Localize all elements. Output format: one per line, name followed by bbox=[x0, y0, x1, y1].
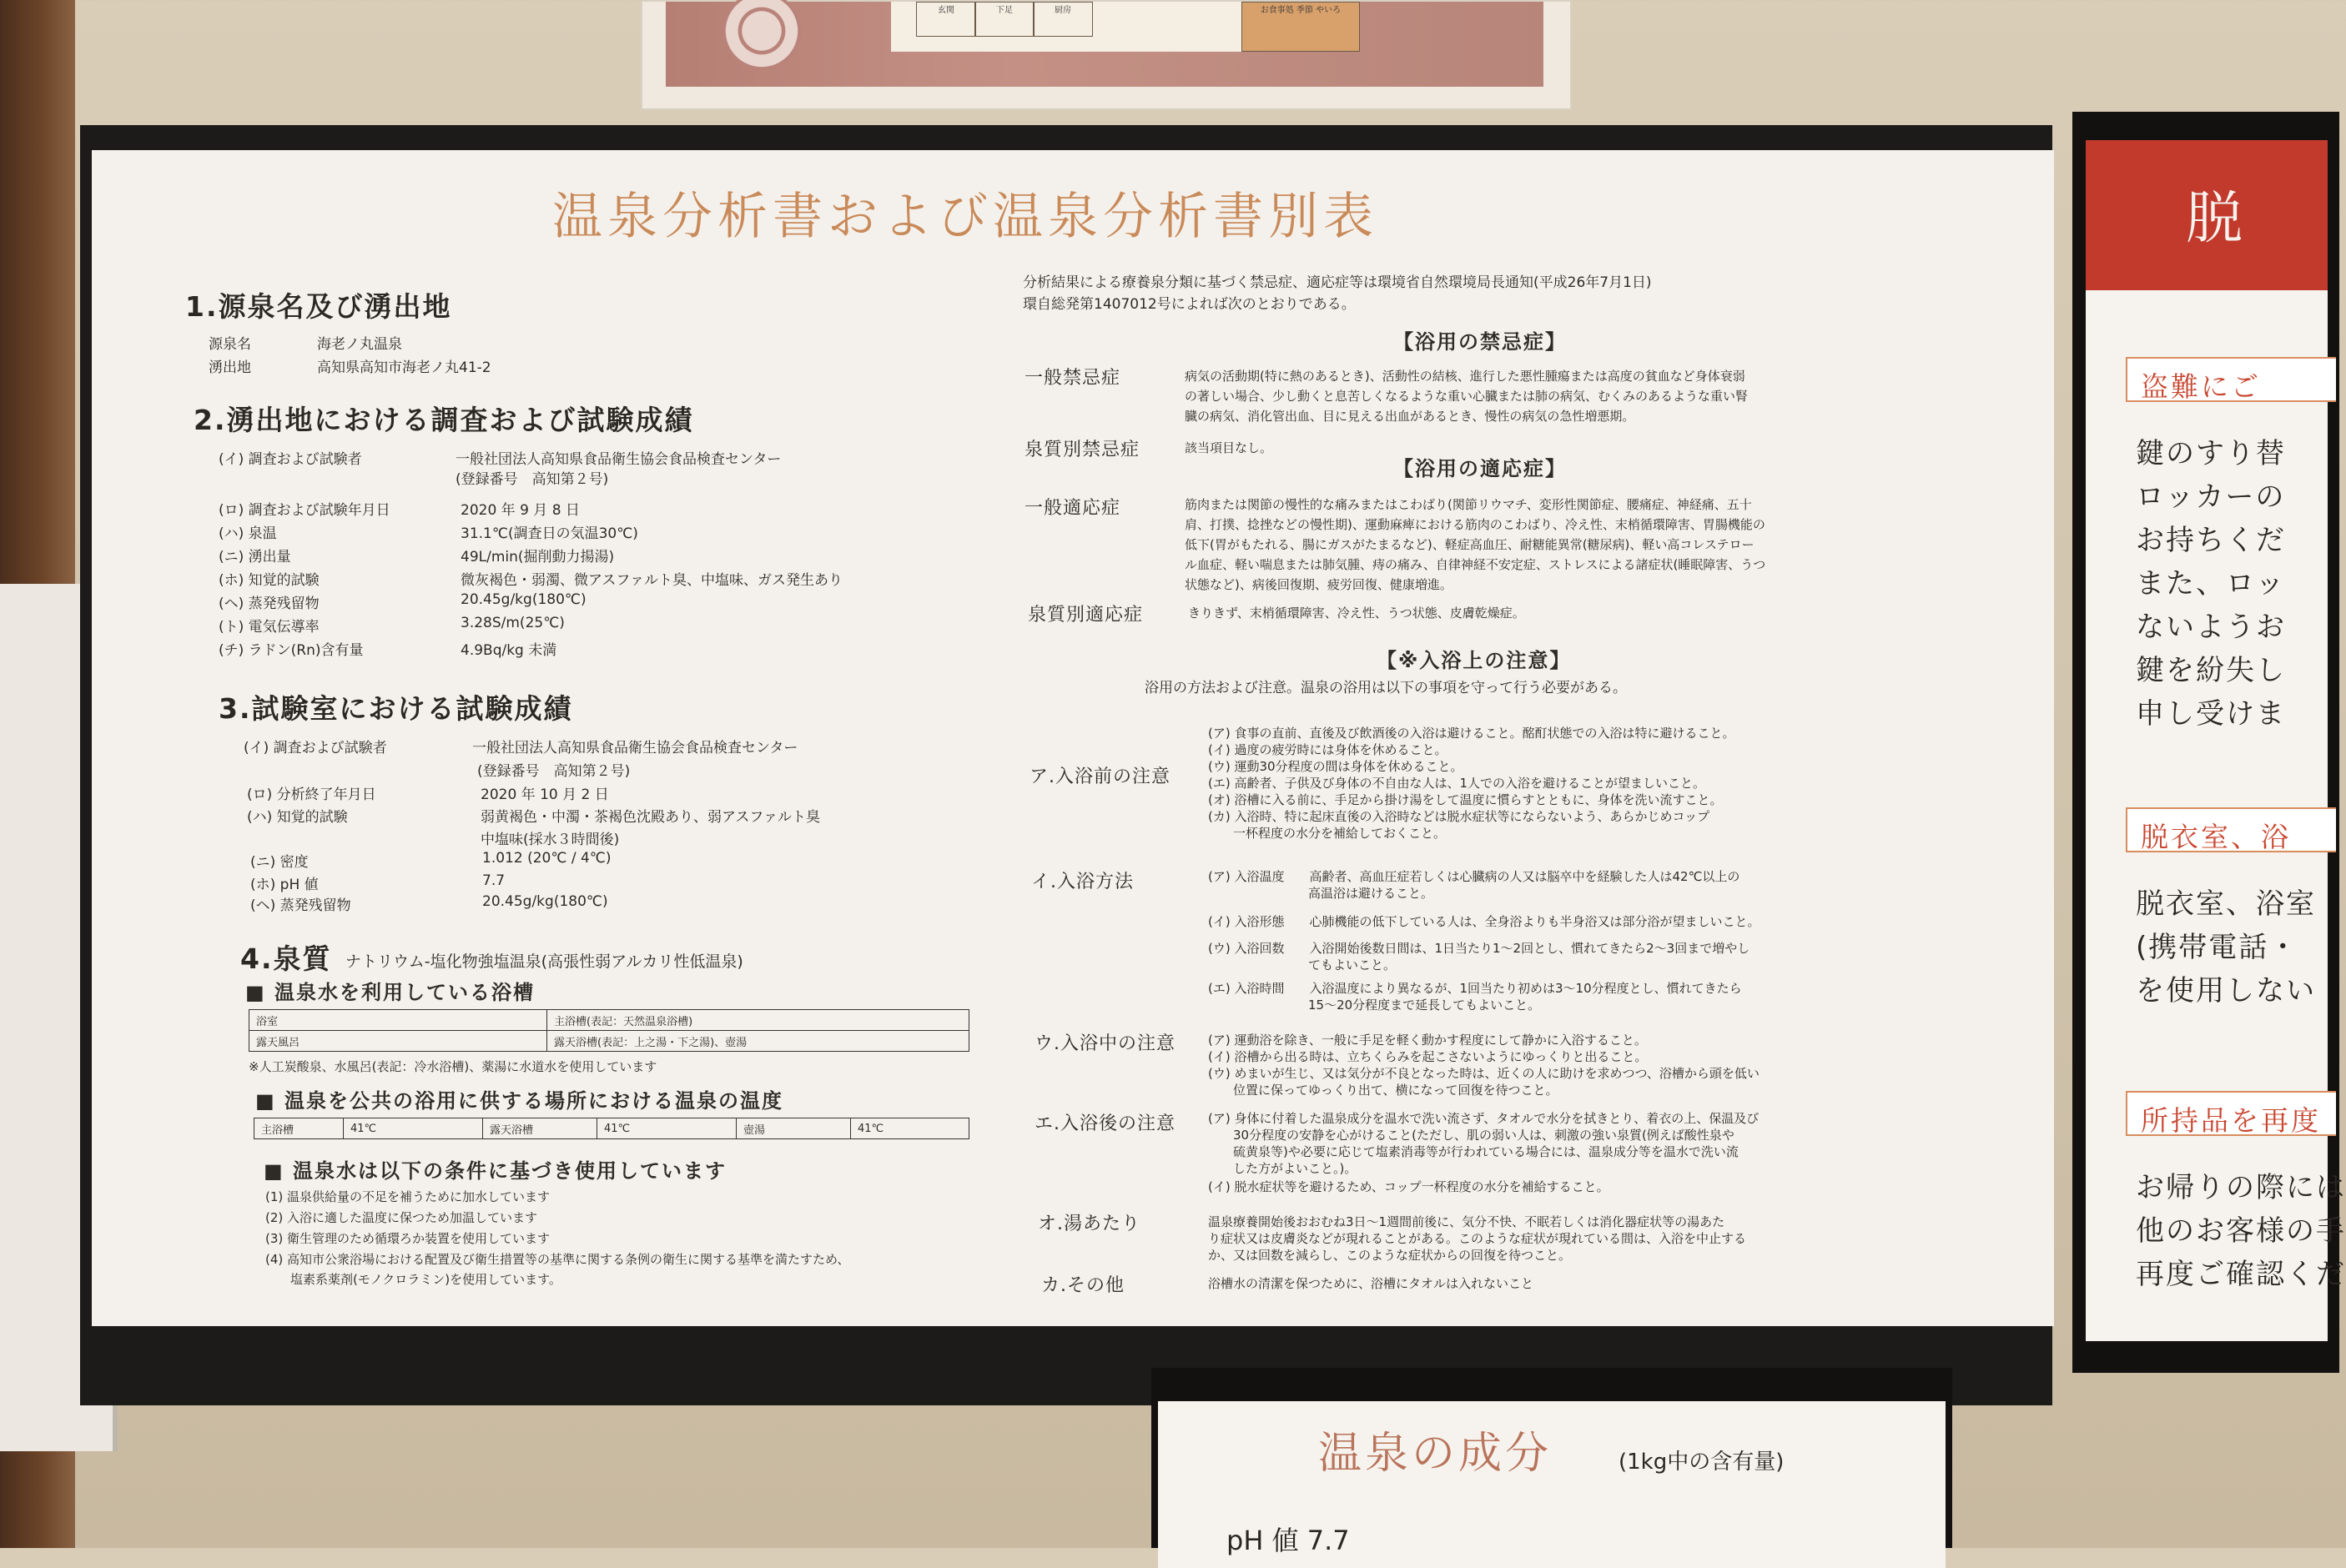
body-text: (オ) 浴槽に入る前に、手足から掛け湯をして温度に慣らすとともに、身体を洗い流すこと。 bbox=[1208, 792, 1723, 807]
body-text: した方がよいこと。)。 bbox=[1208, 1161, 1357, 1176]
s2-value: 49L/min(掘削動力揚湯) bbox=[461, 549, 615, 565]
row-label: ア.入浴前の注意 bbox=[1030, 766, 1170, 787]
notice-line: お持ちくだ bbox=[2136, 524, 2286, 557]
notice-line: 再度ご確認くだ bbox=[2136, 1258, 2346, 1291]
body-text: (ア) 入浴温度 高齢者、高血圧症若しくは心臓病の人又は脳卒中を経験した人は42℃以上の bbox=[1208, 869, 1740, 884]
s2-key: (ロ) 調査および試験年月日 bbox=[219, 502, 390, 519]
notice-line: 鍵のすり替 bbox=[2136, 437, 2286, 470]
s2-key: (イ) 調査および試験者 bbox=[219, 451, 362, 468]
s3-key: (イ) 調査および試験者 bbox=[244, 740, 387, 756]
map-label: 厨房 bbox=[1033, 2, 1093, 37]
body-text: (エ) 高齢者、子供及び身体の不自由な人は、1人での入浴を避けることが望ましいこと。 bbox=[1208, 776, 1706, 791]
components-title: 温泉の成分 bbox=[1318, 1429, 1553, 1479]
row-label: 泉質別禁忌症 bbox=[1024, 440, 1140, 460]
body-text: (ウ) 運動30分程度の間は身体を休めること。 bbox=[1208, 759, 1463, 774]
s1-value: 高知県高知市海老ノ丸41-2 bbox=[317, 359, 491, 376]
body-text: 15～20分程度まで延長してもよいこと。 bbox=[1208, 998, 1541, 1013]
s2-value: 2020 年 9 月 8 日 bbox=[461, 502, 580, 519]
body-text: 筋肉または関節の慢性的な痛みまたはこわばり(関節リウマチ、変形性関節症、腰痛症、神経痛、五十 bbox=[1185, 497, 1752, 512]
row-label: 一般禁忌症 bbox=[1024, 368, 1121, 389]
s3-value: 20.45g/kg(180℃) bbox=[482, 893, 608, 910]
notice-line: 鍵を紛失し bbox=[2136, 654, 2286, 687]
condition-item: (2) 入浴に適した温度に保つため加温しています bbox=[265, 1210, 538, 1225]
section-2-heading: 2.湧出地における調査および試験成績 bbox=[194, 404, 694, 436]
notice-box-label: 所持品を再度 bbox=[2141, 1104, 2321, 1137]
page-title: 温泉分析書および温泉分析書別表 bbox=[552, 188, 1378, 246]
row-label: ウ.入浴中の注意 bbox=[1035, 1033, 1176, 1054]
condition-item: (4) 高知市公衆浴場における配置及び衛生措置等の基準に関する条例の衛生に関する基準を満たすため、 bbox=[265, 1252, 850, 1267]
row-label: 泉質別適応症 bbox=[1028, 605, 1144, 626]
s1-key: 源泉名 bbox=[209, 336, 251, 353]
section-1-heading: 1.源泉名及び湧出地 bbox=[185, 290, 452, 323]
s3-value: 弱黄褐色・中濁・茶褐色沈殿あり、弱アスファルト臭 bbox=[481, 809, 820, 826]
table-cell: 41℃ bbox=[851, 1118, 969, 1139]
body-text: きりきず、末梢循環障害、冷え性、うつ状態、皮膚乾燥症。 bbox=[1188, 606, 1525, 621]
notice-line: ロッカーの bbox=[2136, 480, 2286, 514]
condition-item: (3) 衛生管理のため循環ろか装置を使用しています bbox=[265, 1231, 551, 1246]
body-text: (エ) 入浴時間 入浴温度により異なるが、1回当たり初めは3～10分程度とし、慣れてきたら bbox=[1208, 981, 1742, 996]
s3-value: 2020 年 10 月 2 日 bbox=[481, 787, 609, 803]
s3-key: (ホ) pH 値 bbox=[250, 877, 319, 893]
body-text: (カ) 入浴時、特に起床直後の入浴時などは脱水症状等にならないよう、あらかじめコップ bbox=[1208, 809, 1710, 824]
table-cell: 41℃ bbox=[597, 1118, 737, 1139]
floor-map-background bbox=[666, 2, 1543, 87]
map-label: お食事処 季節 やいろ bbox=[1241, 2, 1360, 52]
body-text: 高温浴は避けること。 bbox=[1208, 886, 1434, 901]
s2-key: (ホ) 知覚的試験 bbox=[219, 572, 320, 589]
intro-text: 環自総発第1407012号によれば次のとおりである。 bbox=[1023, 296, 1356, 313]
body-text: り症状又は皮膚炎などが現れることがある。このような症状が現れている間は、入浴を中止する bbox=[1208, 1231, 1747, 1246]
body-text: 肩、打撲、捻挫などの慢性期)、運動麻痺における筋肉のこわばり、冷え性、末梢循環障害、胃腸機能の bbox=[1185, 517, 1765, 532]
s2-value: 一般社団法人高知県食品衛生協会食品検査センター bbox=[456, 451, 782, 468]
s3-key: (ハ) 知覚的試験 bbox=[247, 809, 348, 826]
heading-contraindications: 【浴用の禁忌症】 bbox=[1393, 330, 1567, 354]
body-text: (イ) 過度の疲労時には身体を休めること。 bbox=[1208, 742, 1447, 757]
table-cell: 主浴槽 bbox=[254, 1118, 344, 1139]
notice-box bbox=[2126, 807, 2336, 852]
s2-key: (チ) ラドン(Rn)含有量 bbox=[219, 642, 364, 659]
section-4-heading: 4.泉質 bbox=[240, 942, 332, 975]
s3-key: (ロ) 分析終了年月日 bbox=[247, 787, 376, 803]
body-text: 臓の病気、消化管出血、目に見える出血があるとき、慢性の病気の急性増悪期。 bbox=[1185, 409, 1635, 424]
notice-box-label: 脱衣室、浴 bbox=[2141, 821, 2291, 853]
body-text: 低下(胃がもたれる、腸にガスがたまるなど)、軽症高血圧、耐糖能異常(糖尿病)、軽い高コレステロー bbox=[1185, 537, 1754, 552]
s2-key: (ハ) 泉温 bbox=[219, 525, 277, 542]
body-text: 状態など)、病後回復期、疲労回復、健康増進。 bbox=[1185, 577, 1452, 592]
s3-value: (登録番号 高知第２号) bbox=[477, 763, 631, 780]
condition-item: (1) 温泉供給量の不足を補うために加水しています bbox=[265, 1189, 551, 1204]
flower-emblem bbox=[716, 0, 808, 77]
s4-sub-heading: ■ 温泉水を利用している浴槽 bbox=[245, 981, 536, 1004]
right-notice-poster bbox=[2072, 112, 2346, 1373]
s2-value: 20.45g/kg(180℃) bbox=[461, 591, 586, 608]
body-text: (ウ) 入浴回数 入浴開始後数日間は、1日当たり1～2回とし、慣れてきたら2～3回まで増やし bbox=[1208, 941, 1750, 956]
s1-key: 湧出地 bbox=[209, 359, 251, 376]
s3-value: 中塩味(採水３時間後) bbox=[481, 832, 620, 848]
s2-key: (ニ) 湧出量 bbox=[219, 549, 291, 565]
row-label: オ.湯あたり bbox=[1038, 1214, 1140, 1234]
body-text: (イ) 浴槽から出る時は、立ちくらみを起こさないようにゆっくりと出ること。 bbox=[1208, 1049, 1648, 1064]
right-notice-header bbox=[2086, 140, 2328, 290]
s2-key: (ト) 電気伝導率 bbox=[219, 619, 320, 636]
body-text: か、又は回数を減らし、このような症状からの回復を待つこと。 bbox=[1208, 1248, 1572, 1263]
s1-value: 海老ノ丸温泉 bbox=[317, 336, 402, 353]
body-text: の著しい場合、少し動くと息苦しくなるような重い心臓または肺の病気、むくみのあるような重い腎 bbox=[1185, 389, 1749, 404]
body-text: (イ) 脱水症状等を避けるため、コップ一杯程度の水分を補給すること。 bbox=[1208, 1179, 1609, 1194]
notice-line: お帰りの際には bbox=[2136, 1171, 2346, 1204]
s4-sub-heading: ■ 温泉水は以下の条件に基づき使用しています bbox=[264, 1159, 727, 1183]
s3-key: (ニ) 密度 bbox=[250, 854, 309, 871]
s3-value: 7.7 bbox=[482, 872, 506, 889]
s2-key: (ヘ) 蒸発残留物 bbox=[219, 596, 320, 612]
notice-box bbox=[2126, 357, 2336, 402]
body-text: 温泉療養開始後おおむね3日～1週間前後に、気分不快、不眠若しくは消化器症状等の湯あた bbox=[1208, 1214, 1725, 1229]
map-label: 玄関 bbox=[916, 2, 976, 37]
notice-line: 脱衣室、浴室 bbox=[2136, 887, 2316, 921]
condition-item: 塩素系薬剤(モノクロラミン)を使用しています。 bbox=[265, 1272, 561, 1287]
heading-bathing-notes: 【※入浴上の注意】 bbox=[1377, 649, 1572, 672]
s2-value: (登録番号 高知第２号) bbox=[456, 471, 609, 488]
temperature-table bbox=[254, 1118, 969, 1139]
table-cell: 露天風呂 bbox=[249, 1031, 547, 1052]
body-text: 浴槽水の清潔を保つために、浴槽にタオルは入れないこと bbox=[1208, 1276, 1534, 1291]
notice-box bbox=[2126, 1091, 2336, 1136]
table-cell: 露天浴槽(表記：上之湯・下之湯)、壺湯 bbox=[547, 1031, 969, 1052]
body-text: 30分程度の安静を心がけること(ただし、肌の弱い人は、刺激の強い泉質(例えば酸性泉や bbox=[1208, 1128, 1734, 1143]
notice-line: 申し受けま bbox=[2136, 697, 2286, 731]
s2-value: 微灰褐色・弱濁、微アスファルト臭、中塩味、ガス発生あり bbox=[461, 572, 843, 589]
floor-map-poster bbox=[641, 0, 1572, 110]
body-text: 病気の活動期(特に熱のあるとき)、活動性の結核、進行した悪性腫瘍または高度の貧血など身体衰弱 bbox=[1185, 369, 1745, 384]
s2-value: 3.28S/m(25℃) bbox=[461, 615, 565, 631]
s3-value: 1.012 (20℃ / 4℃) bbox=[482, 850, 612, 867]
header-text: 脱 bbox=[2186, 186, 2243, 252]
spring-quality: ナトリウム-塩化物強塩温泉(高張性弱アルカリ性低温泉) bbox=[345, 952, 743, 971]
notice-line: (携帯電話・ bbox=[2136, 931, 2299, 964]
row-label: カ.その他 bbox=[1041, 1275, 1125, 1296]
notice-line: ないようお bbox=[2136, 611, 2286, 644]
table-cell: 浴室 bbox=[249, 1010, 547, 1031]
body-text: 該当項目なし。 bbox=[1185, 440, 1273, 455]
components-subtitle: (1kg中の含有量) bbox=[1619, 1450, 1785, 1475]
table-cell: 41℃ bbox=[344, 1118, 483, 1139]
row-label: 一般適応症 bbox=[1024, 498, 1121, 519]
bath-table bbox=[249, 1009, 969, 1052]
row-label: エ.入浴後の注意 bbox=[1035, 1113, 1176, 1134]
body-text: (ア) 身体に付着した温泉成分を温水で洗い流さず、タオルで水分を拭きとり、着衣の上、保温及び bbox=[1208, 1111, 1760, 1126]
table-cell: 主浴槽(表記：天然温泉浴槽) bbox=[547, 1010, 969, 1031]
body-text: ル血症、軽い喘息または肺気腫、痔の痛み、自律神経不安定症、ストレスによる諸症状(睡眠障害、うつ bbox=[1185, 557, 1766, 572]
body-text: (ア) 運動浴を除き、一般に手足を軽く動かす程度にして静かに入浴すること。 bbox=[1208, 1033, 1647, 1048]
body-text: 一杯程度の水分を補給しておくこと。 bbox=[1208, 826, 1447, 841]
ph-value: pH 値 7.7 bbox=[1226, 1525, 1350, 1556]
table-cell: 露天浴槽 bbox=[483, 1118, 597, 1139]
notice-line: を使用しない bbox=[2136, 974, 2316, 1008]
body-text: 位置に保ってゆっくり出て、横になって回復を待つこと。 bbox=[1208, 1083, 1558, 1098]
s3-value: 一般社団法人高知県食品衛生協会食品検査センター bbox=[472, 740, 798, 756]
s4-sub-heading: ■ 温泉を公共の浴用に供する場所における温泉の温度 bbox=[255, 1089, 784, 1113]
s4-note: ※人工炭酸泉、水風呂(表記：冷水浴槽)、薬湯に水道水を使用しています bbox=[249, 1059, 657, 1074]
s2-value: 4.9Bq/kg 未満 bbox=[461, 642, 557, 659]
section-3-heading: 3.試験室における試験成績 bbox=[219, 692, 573, 725]
floor-map bbox=[891, 2, 1358, 52]
notice-line: 他のお客様の手 bbox=[2136, 1214, 2346, 1248]
intro-text: 分析結果による療養泉分類に基づく禁忌症、適応症等は環境省自然環境局長通知(平成26年7月1日) bbox=[1023, 274, 1652, 291]
s3-key: (ヘ) 蒸発残留物 bbox=[250, 897, 351, 914]
body-text: (イ) 入浴形態 心肺機能の低下している人は、全身浴よりも半身浴又は部分浴が望ましいこと。 bbox=[1208, 914, 1760, 929]
notice-line: また、ロッ bbox=[2136, 567, 2286, 601]
body-text: 浴用の方法および注意。温泉の浴用は以下の事項を守って行う必要がある。 bbox=[1145, 680, 1627, 696]
table-cell: 壺湯 bbox=[737, 1118, 851, 1139]
right-notice-sheet bbox=[2086, 140, 2346, 1341]
s2-value: 31.1℃(調査日の気温30℃) bbox=[461, 525, 638, 542]
body-text: てもよいこと。 bbox=[1208, 957, 1397, 972]
heading-indications: 【浴用の適応症】 bbox=[1393, 457, 1567, 480]
map-label: 下足 bbox=[974, 2, 1035, 37]
row-label: イ.入浴方法 bbox=[1031, 872, 1134, 892]
body-text: 硫黄泉等)や必要に応じて塩素消毒等が行われている場合には、温泉成分等を温水で洗い流 bbox=[1208, 1144, 1739, 1159]
body-text: (ウ) めまいが生じ、又は気分が不良となった時は、近くの人に助けを求めつつ、浴槽から頭を低い bbox=[1208, 1066, 1760, 1081]
body-text: (ア) 食事の直前、直後及び飲酒後の入浴は避けること。酩酊状態での入浴は特に避けること。 bbox=[1208, 726, 1735, 741]
notice-box-label: 盗難にご bbox=[2141, 370, 2261, 403]
